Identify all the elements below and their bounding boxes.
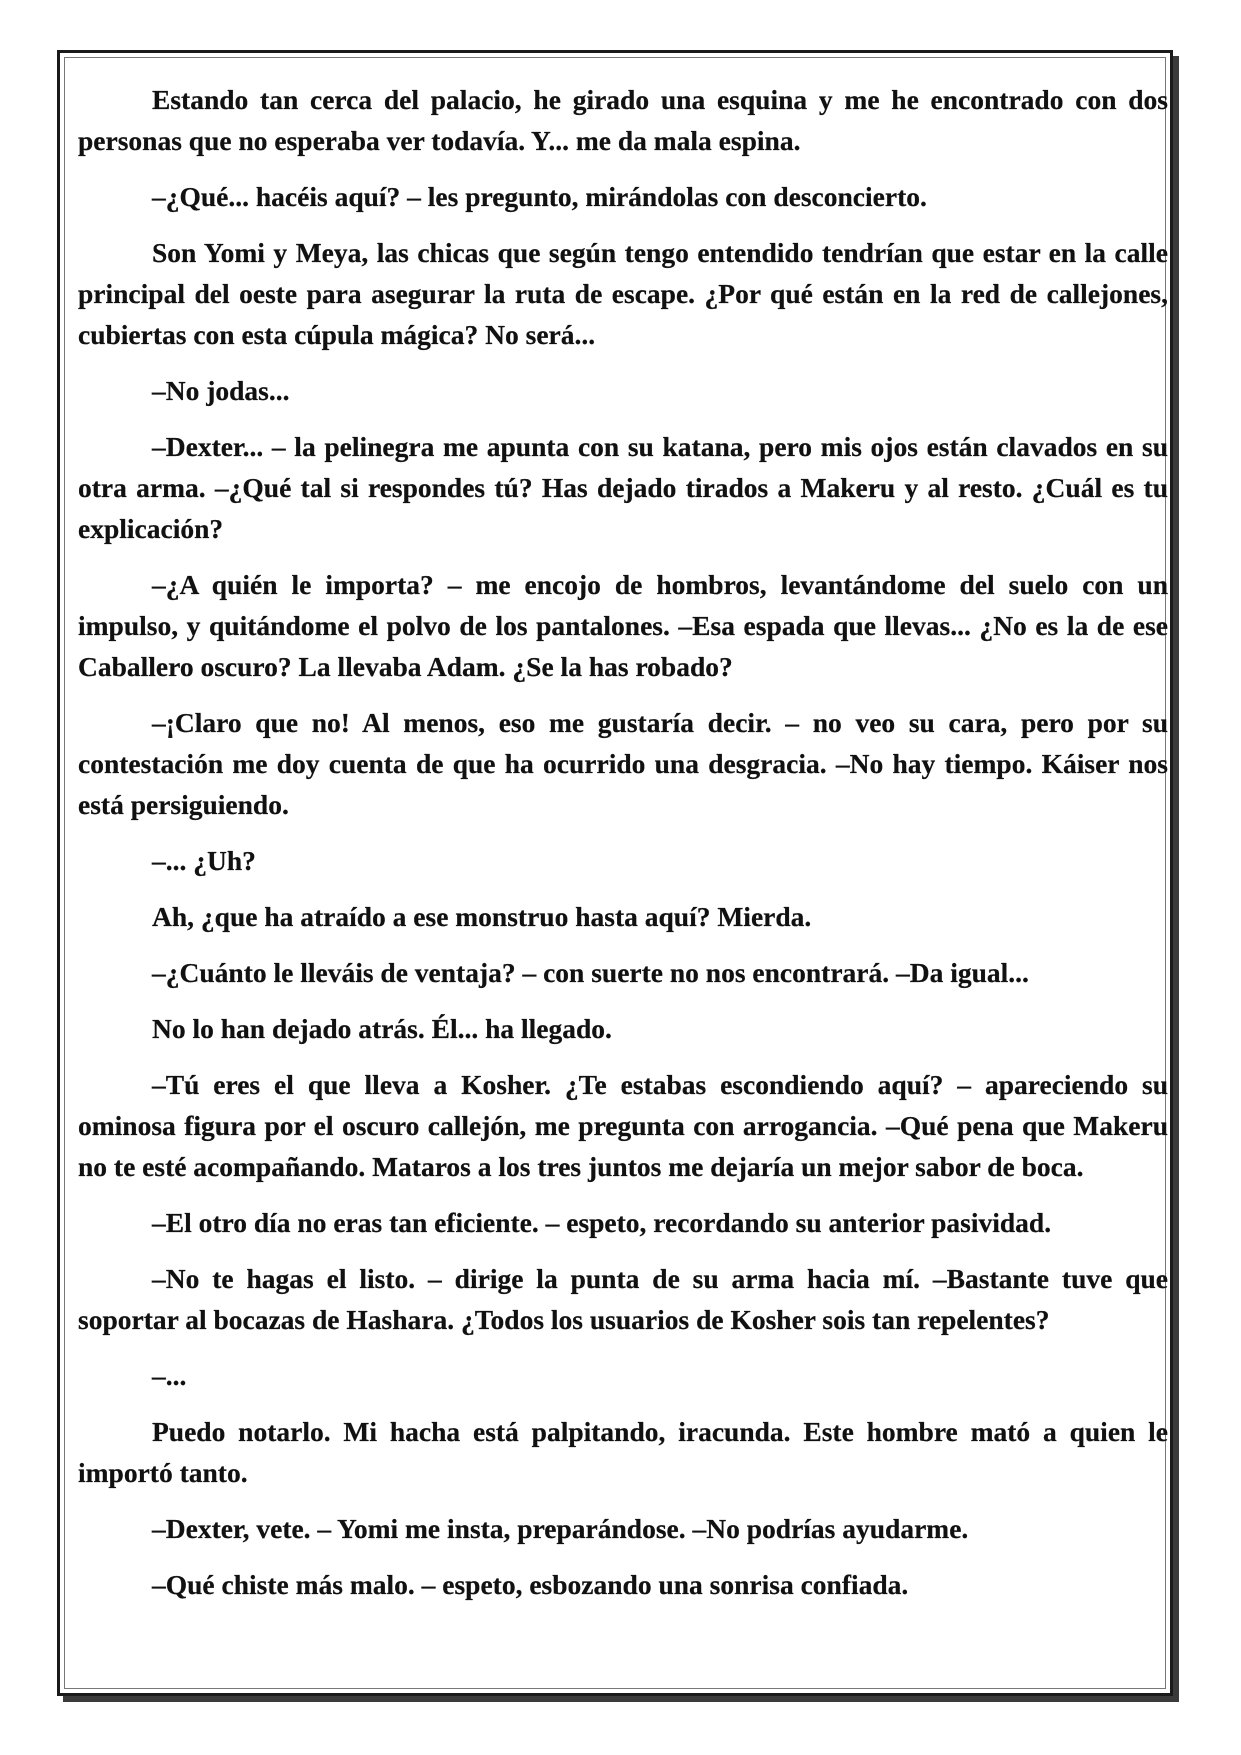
paragraph: –¿Cuánto le lleváis de ventaja? – con suerte no nos encontrará. –Da igual... (152, 957, 1029, 988)
paragraph: Puedo notarlo. Mi hacha está palpitando, iracunda. Este hombre mató a quien le importó tanto. (78, 1416, 1168, 1488)
paragraph: –Dexter, vete. – Yomi me insta, preparándose. –No podrías ayudarme. (152, 1513, 969, 1544)
paragraph: Son Yomi y Meya, las chicas que según tengo entendido tendrían que estar en la calle principal del oeste para asegurar la ruta de escape. ¿Por qué están en la red de callejones, cubiertas con esta cúpula mágica? No será... (78, 237, 1168, 350)
paragraph: –El otro día no eras tan eficiente. – espeto, recordando su anterior pasividad. (152, 1207, 1052, 1238)
paragraph: –No te hagas el listo. – dirige la punta de su arma hacia mí. –Bastante tuve que soportar al bocazas de Hashara. ¿Todos los usuarios de Kosher sois tan repelentes? (78, 1263, 1168, 1335)
paragraph: –Dexter... – la pelinegra me apunta con su katana, pero mis ojos están clavados en su otra arma. –¿Qué tal si respondes tú? Has dejado tirados a Makeru y al resto. ¿Cuál es tu explicación? (78, 431, 1168, 544)
paragraph: –Tú eres el que lleva a Kosher. ¿Te estabas escondiendo aquí? – apareciendo su ominosa figura por el oscuro callejón, me pregunta con arrogancia. –Qué pena que Makeru no te esté acompañando. Mataros a los tres juntos me dejaría un mejor sabor de boca. (78, 1069, 1168, 1182)
paragraph: –¿Qué... hacéis aquí? – les pregunto, mirándolas con desconcierto. (152, 181, 927, 212)
page-border-frame (57, 50, 1173, 1696)
paragraph: –Qué chiste más malo. – espeto, esbozando una sonrisa confiada. (152, 1569, 909, 1600)
paragraph: Estando tan cerca del palacio, he girado una esquina y me he encontrado con dos personas que no esperaba ver todavía. Y... me da mala espina. (78, 84, 1168, 156)
paragraph: Ah, ¿que ha atraído a ese monstruo hasta aquí? Mierda. (152, 901, 812, 932)
paragraph: –... (152, 1360, 187, 1391)
document-body (78, 79, 1168, 1620)
paragraph: –¡Claro que no! Al menos, eso me gustaría decir. – no veo su cara, pero por su contestación me doy cuenta de que ha ocurrido una desgracia. –No hay tiempo. Káiser nos está persiguiendo. (78, 707, 1168, 820)
paragraph: –No jodas... (152, 375, 290, 406)
paragraph: –¿A quién le importa? – me encojo de hombros, levantándome del suelo con un impulso, y quitándome el polvo de los pantalones. –Esa espada que llevas... ¿No es la de ese Caballero oscuro? La llevaba Adam. ¿Se la has robado? (78, 569, 1168, 682)
paragraph: No lo han dejado atrás. Él... ha llegado. (152, 1013, 612, 1044)
paragraph: –... ¿Uh? (152, 845, 256, 876)
